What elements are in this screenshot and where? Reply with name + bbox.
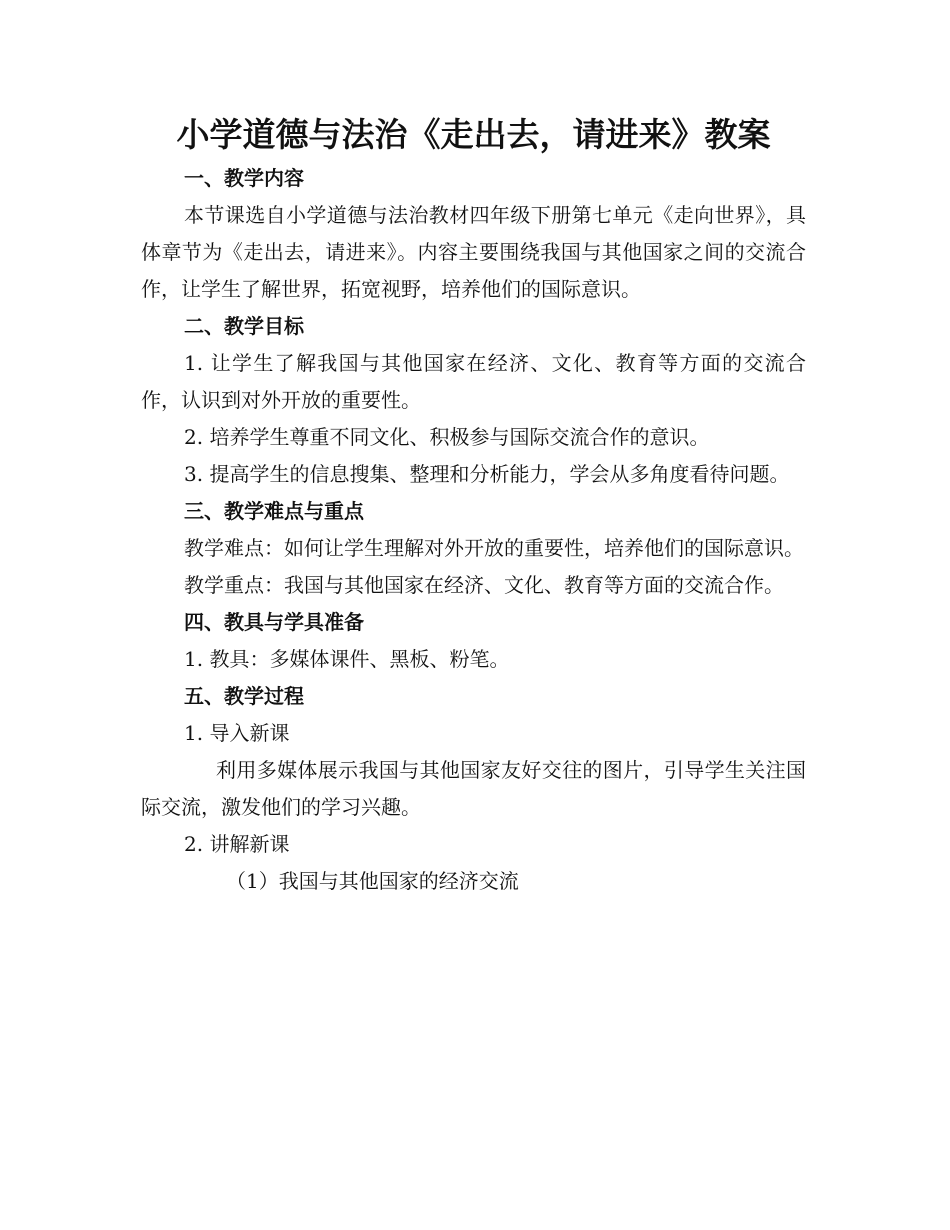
teaching-aid-item: 1. 教具：多媒体课件、黑板、粉笔。 <box>184 647 510 671</box>
process-step-label: 2. 讲解新课 <box>184 832 290 856</box>
section-heading-teaching-aids: 四、教具与学具准备 <box>184 610 364 634</box>
document-title: 小学道德与法治《走出去，请进来》教案 <box>176 115 771 154</box>
document-page <box>141 112 806 900</box>
process-step-text: 利用多媒体展示我国与其他国家友好交往的图片，引导学生关注国际交流，激发他们的学习兴趣。 <box>141 758 806 819</box>
section-heading-difficulties-and-key-points: 三、教学难点与重点 <box>184 499 364 523</box>
teaching-key-point-paragraph: 教学重点：我国与其他国家在经济、文化、教育等方面的交流合作。 <box>184 573 784 597</box>
section-heading-teaching-process: 五、教学过程 <box>184 684 304 708</box>
process-step-label: 1. 导入新课 <box>184 721 290 745</box>
section-heading-teaching-content: 一、教学内容 <box>184 166 304 190</box>
goal-item: 1. 让学生了解我国与其他国家在经济、文化、教育等方面的交流合作，认识到对外开放的重要性。 <box>141 351 806 412</box>
teaching-content-paragraph: 本节课选自小学道德与法治教材四年级下册第七单元《走向世界》，具体章节为《走出去，请进来》。内容主要围绕我国与其他国家之间的交流合作，让学生了解世界，拓宽视野，培养他们的国际意识。 <box>141 203 806 301</box>
section-heading-teaching-goals: 二、教学目标 <box>184 314 304 338</box>
teaching-difficulty-paragraph: 教学难点：如何让学生理解对外开放的重要性，培养他们的国际意识。 <box>184 536 804 560</box>
goal-item: 3. 提高学生的信息搜集、整理和分析能力，学会从多角度看待问题。 <box>184 462 790 486</box>
process-sub-item: （1）我国与其他国家的经济交流 <box>226 869 519 893</box>
goal-item: 2. 培养学生尊重不同文化、积极参与国际交流合作的意识。 <box>184 425 710 449</box>
